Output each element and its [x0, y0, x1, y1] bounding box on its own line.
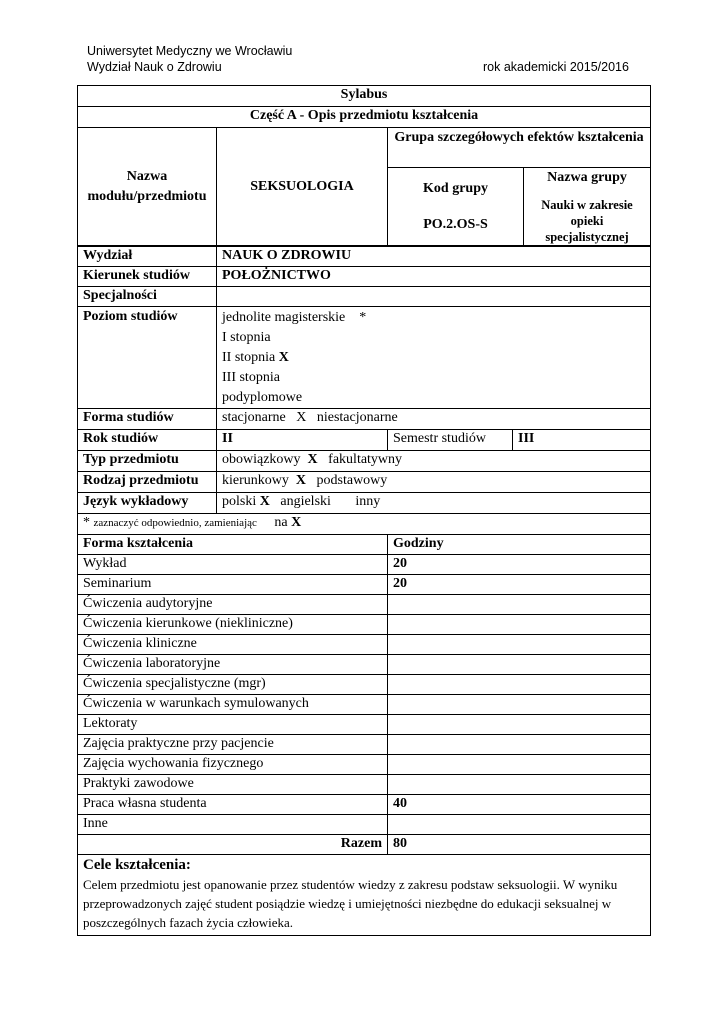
- form-name: Seminarium: [78, 575, 388, 595]
- form-name: Zajęcia wychowania fizycznego: [78, 755, 388, 775]
- poziom-values: [217, 307, 651, 409]
- table-row: [78, 735, 651, 755]
- table-row: [78, 795, 651, 815]
- kierunek-value: POŁOŻNICTWO: [217, 267, 651, 287]
- form-hours: 20: [388, 575, 651, 595]
- poziom-option: I stopnia: [222, 330, 271, 345]
- form-name: Lektoraty: [78, 715, 388, 735]
- form-name: Inne: [78, 815, 388, 835]
- forms-table: [77, 534, 651, 936]
- form-hours: 40: [388, 795, 651, 815]
- rodzaj-value: kierunkowy X podstawowy: [217, 472, 651, 493]
- form-hours: [388, 595, 651, 615]
- table-row: [78, 655, 651, 675]
- note-star: *: [83, 515, 90, 530]
- group-name-cell: [524, 168, 651, 246]
- table-row: [78, 555, 651, 575]
- faculty-name: Wydział Nauk o Zdrowiu: [87, 60, 222, 74]
- forma-label: Forma studiów: [78, 409, 217, 430]
- table-row: [78, 695, 651, 715]
- goals-text: Celem przedmiotu jest opanowanie przez studentów wiedzy z zakresu podstaw seksuologii. W wyniku przeprowadzonych zajęć student posiądzie wiedzę i umiejętności niezbędne do edukacji seksualnej w poszczególnych fazach życia człowieka.: [83, 877, 618, 930]
- form-name: Ćwiczenia kliniczne: [78, 635, 388, 655]
- kierunek-label: Kierunek studiów: [78, 267, 217, 287]
- rok-label: Rok studiów: [78, 430, 217, 451]
- table-row: [78, 595, 651, 615]
- poziom-option: jednolite magisterskie *: [222, 310, 367, 325]
- syllabus-part: Część A - Opis przedmiotu kształcenia: [78, 107, 651, 128]
- poziom-option: podyplomowe: [222, 390, 303, 405]
- form-name: Ćwiczenia kierunkowe (niekliniczne): [78, 615, 388, 635]
- group-code-cell: [388, 168, 524, 246]
- form-name: Ćwiczenia w warunkach symulowanych: [78, 695, 388, 715]
- wydzial-value: NAUK O ZDROWIU: [217, 247, 651, 267]
- info-table: [77, 246, 651, 535]
- module-label: Nazwa modułu/przedmiotu: [78, 128, 217, 246]
- form-hours: [388, 815, 651, 835]
- form-name: Zajęcia praktyczne przy pacjencie: [78, 735, 388, 755]
- table-row: [78, 775, 651, 795]
- form-name: Praktyki zawodowe: [78, 775, 388, 795]
- total-label: Razem: [78, 835, 388, 855]
- jezyk-label: Język wykładowy: [78, 493, 217, 514]
- group-effects-label: Grupa szczegółowych efektów kształcenia: [388, 128, 651, 168]
- semestr-label: Semestr studiów: [388, 430, 513, 451]
- table-row: [78, 715, 651, 735]
- poziom-label: Poziom studiów: [78, 307, 217, 409]
- table-row: [78, 675, 651, 695]
- module-name: SEKSUOLOGIA: [217, 128, 388, 246]
- group-name-label: Nazwa grupy: [547, 170, 627, 185]
- form-hours: [388, 735, 651, 755]
- table-row: [78, 615, 651, 635]
- academic-year: rok akademicki 2015/2016: [483, 60, 629, 74]
- rok-value: II: [217, 430, 388, 451]
- note-x: X: [291, 515, 302, 530]
- table-row: [78, 575, 651, 595]
- poziom-mark: X: [278, 350, 289, 365]
- typ-mark: X: [307, 452, 318, 467]
- goals-cell: [78, 855, 651, 936]
- group-name: Nauki w zakresie opieki specjalistycznej: [541, 198, 633, 244]
- forms-header-form: Forma kształcenia: [78, 535, 388, 555]
- form-name: Wykład: [78, 555, 388, 575]
- form-hours: [388, 655, 651, 675]
- form-name: Ćwiczenia laboratoryjne: [78, 655, 388, 675]
- university-name: Uniwersytet Medyczny we Wrocławiu: [87, 44, 293, 58]
- form-hours: [388, 615, 651, 635]
- form-hours: [388, 695, 651, 715]
- form-name: Ćwiczenia specjalistyczne (mgr): [78, 675, 388, 695]
- jezyk-mark: X: [259, 494, 270, 509]
- form-hours: [388, 715, 651, 735]
- note-text: zaznaczyć odpowiednio, zamieniając: [93, 517, 257, 529]
- form-hours: [388, 755, 651, 775]
- group-code: PO.2.OS-S: [423, 216, 488, 232]
- total-value: 80: [388, 835, 651, 855]
- forma-value: stacjonarne X niestacjonarne: [217, 409, 651, 430]
- poziom-option: III stopnia: [222, 370, 280, 385]
- note-na: na: [274, 515, 288, 530]
- poziom-option: II stopnia X: [222, 350, 289, 365]
- form-hours: [388, 775, 651, 795]
- wydzial-label: Wydział: [78, 247, 217, 267]
- typ-label: Typ przedmiotu: [78, 451, 217, 472]
- table-row: [78, 755, 651, 775]
- form-name: Ćwiczenia audytoryjne: [78, 595, 388, 615]
- syllabus-table: [77, 85, 651, 246]
- rodzaj-mark: X: [295, 473, 307, 488]
- group-code-label: Kod grupy: [423, 180, 488, 196]
- note-row: [78, 514, 651, 535]
- typ-value: obowiązkowy X fakultatywny: [217, 451, 651, 472]
- specjalnosci-value: [217, 287, 651, 307]
- table-row: [78, 815, 651, 835]
- form-hours: 20: [388, 555, 651, 575]
- jezyk-value: polski X angielski inny: [217, 493, 651, 514]
- form-hours: [388, 635, 651, 655]
- rodzaj-label: Rodzaj przedmiotu: [78, 472, 217, 493]
- semestr-value: III: [513, 430, 651, 451]
- form-hours: [388, 675, 651, 695]
- form-name: Praca własna studenta: [78, 795, 388, 815]
- specjalnosci-label: Specjalności: [78, 287, 217, 307]
- syllabus-title: Sylabus: [78, 86, 651, 107]
- table-row: [78, 635, 651, 655]
- forms-header-hours: Godziny: [388, 535, 651, 555]
- goals-label: Cele kształcenia:: [83, 857, 191, 873]
